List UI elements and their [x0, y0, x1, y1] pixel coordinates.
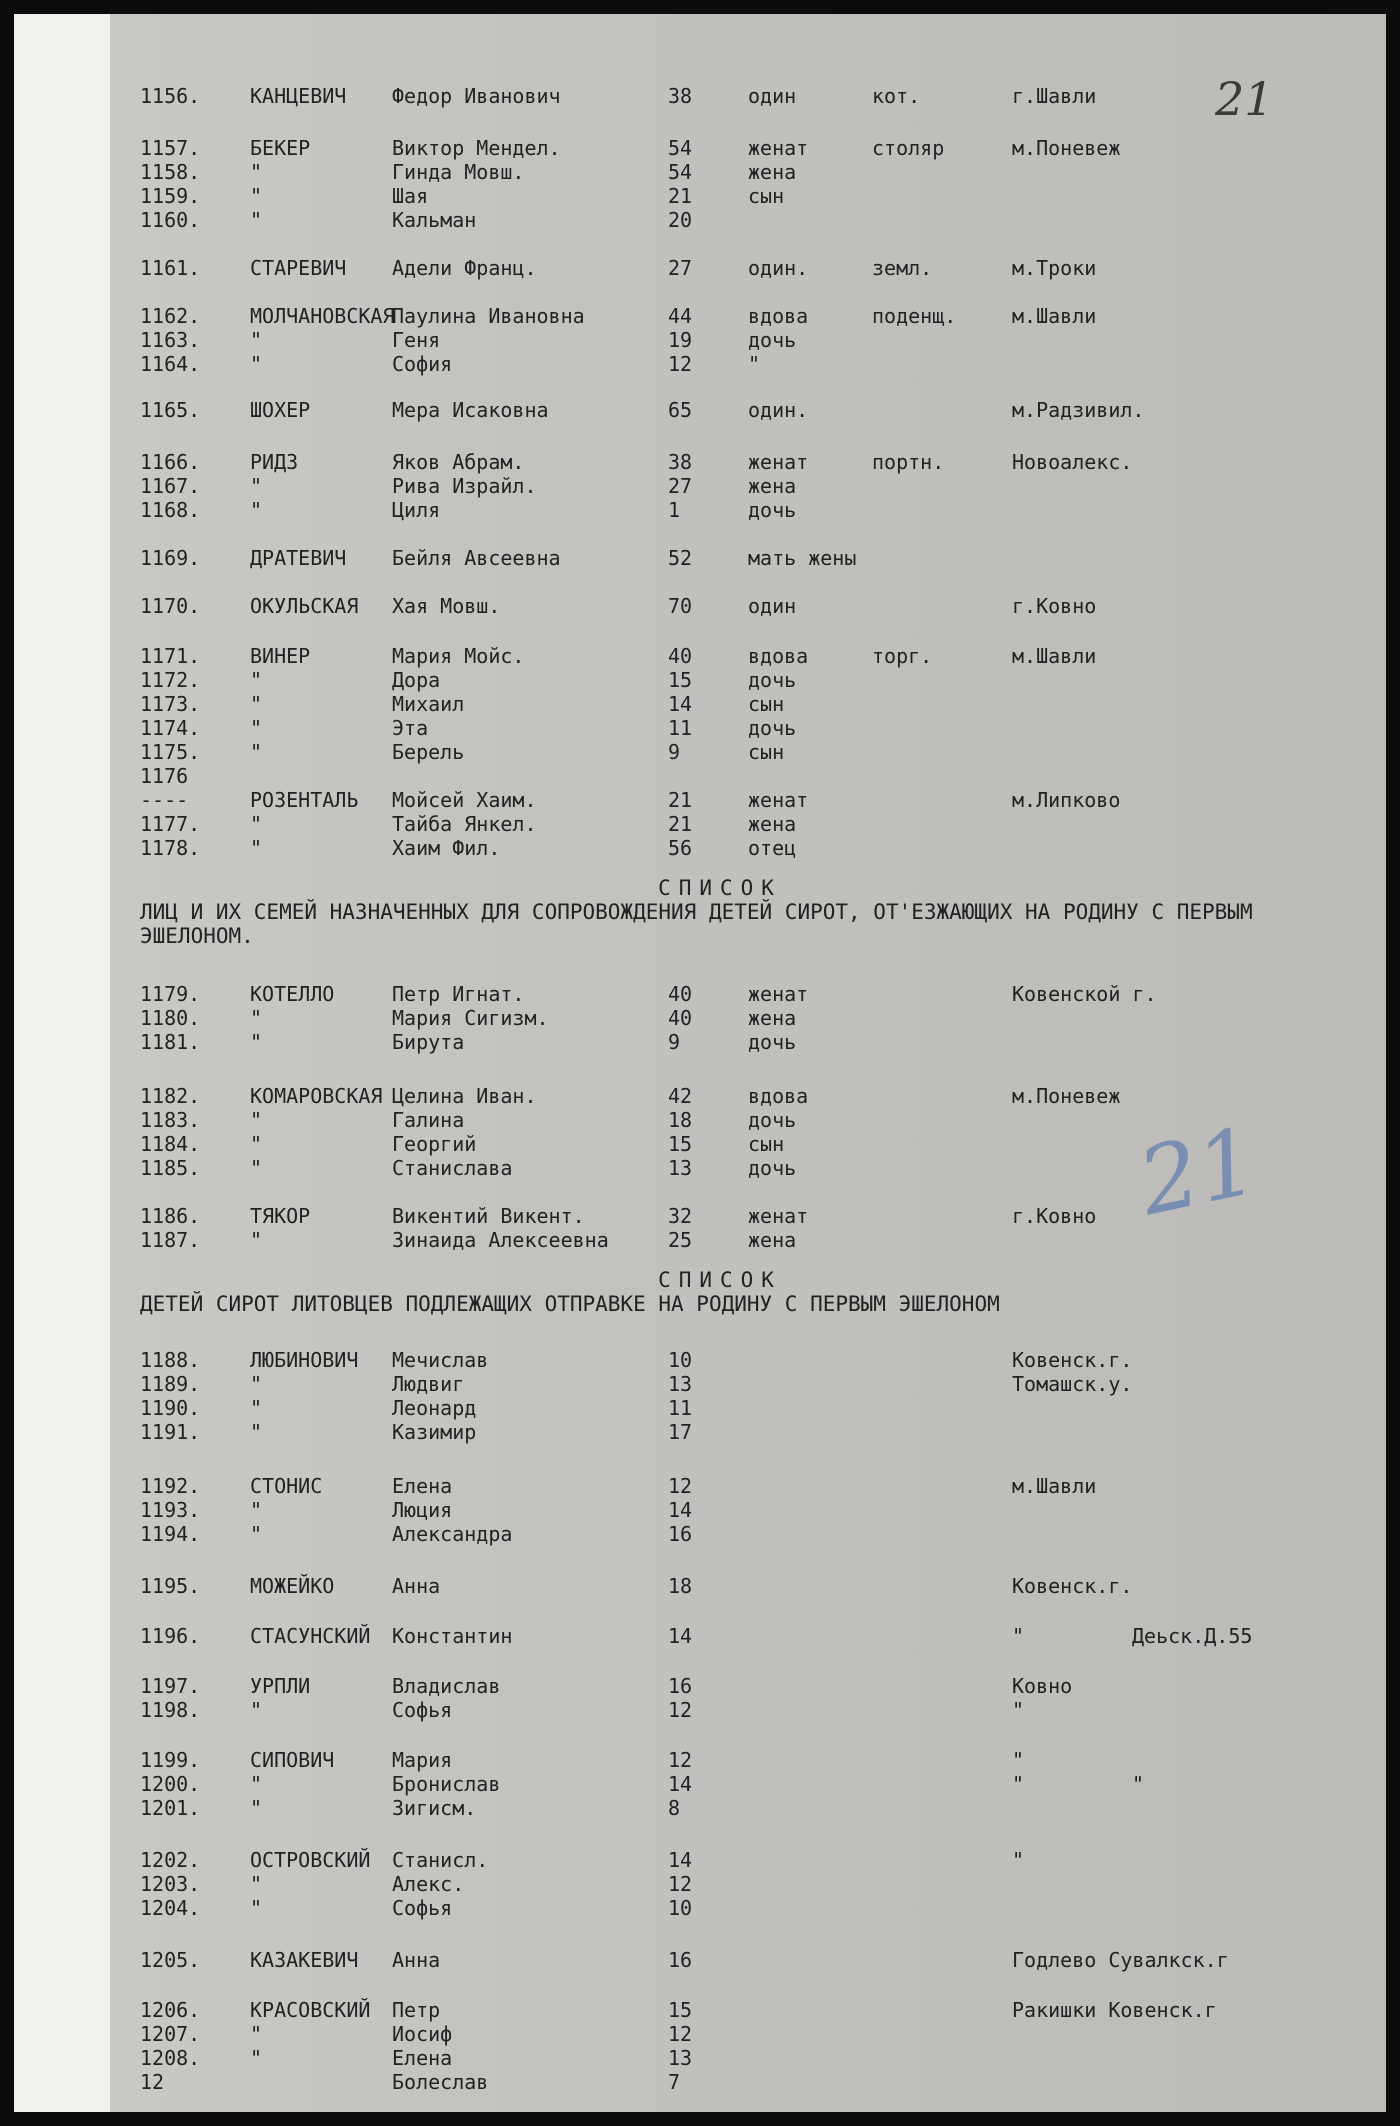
cell-place: Томашск.у.: [1012, 1372, 1133, 1396]
cell-relation: отец: [748, 836, 797, 860]
cell-age: 19: [668, 328, 693, 352]
cell-first-name: Мария Сигизм.: [392, 1006, 549, 1030]
cell-first-name: Мера Исаковна: [392, 398, 549, 422]
cell-surname: ": [250, 1132, 263, 1156]
cell-age: 20: [668, 208, 693, 232]
cell-first-name: Владислав: [392, 1674, 501, 1698]
cell-surname: ОКУЛЬСКАЯ: [250, 594, 359, 618]
cell-surname: МОЛЧАНОВСКАЯ: [250, 304, 395, 328]
cell-surname: ": [250, 1372, 263, 1396]
cell-first-name: Галина: [392, 1108, 465, 1132]
cell-age: 40: [668, 644, 693, 668]
cell-surname: ": [250, 1896, 263, 1920]
cell-first-name: Станислава: [392, 1156, 513, 1180]
cell-age: 14: [668, 1772, 693, 1796]
cell-surname: ": [250, 740, 263, 764]
cell-age: 16: [668, 1674, 693, 1698]
page-number-handwritten: 21: [1215, 72, 1274, 126]
cell-no: 1156.: [140, 84, 201, 108]
cell-no: 1200.: [140, 1772, 201, 1796]
cell-surname: СТАСУНСКИЙ: [250, 1624, 371, 1648]
cell-first-name: Иосиф: [392, 2022, 453, 2046]
section-2-title: СПИСОК: [658, 1268, 782, 1292]
cell-first-name: Шая: [392, 184, 429, 208]
cell-place: м.Шавли: [1012, 1474, 1097, 1498]
cell-place: ": [1012, 1772, 1025, 1796]
cell-place: ": [1012, 1698, 1025, 1722]
cell-first-name: Леонард: [392, 1396, 477, 1420]
cell-first-name: Александра: [392, 1522, 513, 1546]
cell-relation: один.: [748, 256, 809, 280]
cell-no: 1186.: [140, 1204, 201, 1228]
cell-first-name: Тайба Янкел.: [392, 812, 537, 836]
cell-place: м.Шавли: [1012, 644, 1097, 668]
cell-no: 1158.: [140, 160, 201, 184]
cell-occupation: столяр: [872, 136, 945, 160]
cell-age: 15: [668, 1998, 693, 2022]
cell-surname: ": [250, 1498, 263, 1522]
cell-age: 7: [668, 2070, 681, 2094]
cell-first-name: Люция: [392, 1498, 453, 1522]
cell-surname: ": [250, 836, 263, 860]
cell-no: 1168.: [140, 498, 201, 522]
cell-no: 1183.: [140, 1108, 201, 1132]
cell-relation: один: [748, 84, 797, 108]
cell-surname: ": [250, 2046, 263, 2070]
cell-no: 1203.: [140, 1872, 201, 1896]
cell-no: 1188.: [140, 1348, 201, 1372]
cell-no: 1185.: [140, 1156, 201, 1180]
cell-surname: СИПОВИЧ: [250, 1748, 335, 1772]
cell-age: 27: [668, 474, 693, 498]
cell-age: 10: [668, 1896, 693, 1920]
cell-relation: ": [748, 352, 761, 376]
cell-age: 11: [668, 716, 693, 740]
cell-no: ----: [140, 788, 189, 812]
cell-surname: БЕКЕР: [250, 136, 311, 160]
cell-relation: жена: [748, 1228, 797, 1252]
cell-no: 1178.: [140, 836, 201, 860]
cell-age: 9: [668, 1030, 681, 1054]
cell-first-name: Дора: [392, 668, 441, 692]
cell-first-name: Елена: [392, 2046, 453, 2070]
cell-no: 1205.: [140, 1948, 201, 1972]
cell-relation: дочь: [748, 328, 797, 352]
cell-place: ": [1012, 1624, 1025, 1648]
cell-place: м.Липково: [1012, 788, 1121, 812]
cell-first-name: Елена: [392, 1474, 453, 1498]
cell-age: 21: [668, 184, 693, 208]
cell-first-name: Бронислав: [392, 1772, 501, 1796]
cell-relation: мать жены: [748, 546, 857, 570]
cell-first-name: Эта: [392, 716, 429, 740]
cell-age: 12: [668, 1748, 693, 1772]
cell-age: 13: [668, 1156, 693, 1180]
cell-place: ": [1012, 1748, 1025, 1772]
cell-surname: КОТЕЛЛО: [250, 982, 335, 1006]
cell-surname: УРПЛИ: [250, 1674, 311, 1698]
cell-occupation: поденщ.: [872, 304, 957, 328]
cell-relation: дочь: [748, 716, 797, 740]
cell-age: 16: [668, 1948, 693, 1972]
cell-surname: ДРАТЕВИЧ: [250, 546, 347, 570]
cell-no: 1160.: [140, 208, 201, 232]
cell-age: 52: [668, 546, 693, 570]
cell-no: 1194.: [140, 1522, 201, 1546]
cell-relation: вдова: [748, 304, 809, 328]
cell-first-name: Геня: [392, 328, 441, 352]
cell-relation: жена: [748, 160, 797, 184]
cell-age: 40: [668, 1006, 693, 1030]
cell-age: 14: [668, 692, 693, 716]
cell-surname: ": [250, 716, 263, 740]
cell-age: 18: [668, 1108, 693, 1132]
cell-first-name: Петр: [392, 1998, 441, 2022]
cell-surname: ": [250, 692, 263, 716]
cell-age: 14: [668, 1624, 693, 1648]
cell-relation: женат: [748, 788, 809, 812]
cell-no: 1177.: [140, 812, 201, 836]
cell-surname: ": [250, 1522, 263, 1546]
cell-no: 1204.: [140, 1896, 201, 1920]
cell-first-name: Петр Игнат.: [392, 982, 525, 1006]
cell-relation: дочь: [748, 1156, 797, 1180]
section-2-subtitle: ДЕТЕЙ СИРОТ ЛИТОВЦЕВ ПОДЛЕЖАЩИХ ОТПРАВКЕ НА РОДИНУ С ПЕРВЫМ ЭШЕЛОНОМ: [140, 1292, 1000, 1316]
cell-surname: ": [250, 498, 263, 522]
cell-first-name: Мечислав: [392, 1348, 489, 1372]
cell-relation: женат: [748, 1204, 809, 1228]
cell-no: 1176: [140, 764, 189, 788]
cell-first-name: Бирута: [392, 1030, 465, 1054]
cell-occupation: торг.: [872, 644, 933, 668]
cell-relation: жена: [748, 812, 797, 836]
cell-age: 25: [668, 1228, 693, 1252]
cell-first-name: Алекс.: [392, 1872, 465, 1896]
cell-no: 1191.: [140, 1420, 201, 1444]
cell-surname: ": [250, 1772, 263, 1796]
cell-surname: ": [250, 208, 263, 232]
cell-occupation: кот.: [872, 84, 921, 108]
cell-age: 1: [668, 498, 681, 522]
cell-age: 8: [668, 1796, 681, 1820]
cell-extra: ": [1132, 1772, 1145, 1796]
cell-no: 1165.: [140, 398, 201, 422]
cell-surname: ": [250, 184, 263, 208]
cell-age: 12: [668, 1698, 693, 1722]
cell-no: 1163.: [140, 328, 201, 352]
cell-no: 1193.: [140, 1498, 201, 1522]
cell-first-name: Болеслав: [392, 2070, 489, 2094]
cell-place: Ковенск.г.: [1012, 1574, 1133, 1598]
cell-first-name: Зигисм.: [392, 1796, 477, 1820]
cell-surname: ": [250, 1156, 263, 1180]
cell-place: м.Поневеж: [1012, 1084, 1121, 1108]
cell-first-name: Бейля Авсеевна: [392, 546, 561, 570]
cell-first-name: Кальман: [392, 208, 477, 232]
cell-surname: СТАРЕВИЧ: [250, 256, 347, 280]
cell-age: 12: [668, 1474, 693, 1498]
cell-place: г.Ковно: [1012, 1204, 1097, 1228]
cell-first-name: Викентий Викент.: [392, 1204, 585, 1228]
cell-no: 1184.: [140, 1132, 201, 1156]
cell-first-name: Адели Франц.: [392, 256, 537, 280]
cell-first-name: Яков Абрам.: [392, 450, 525, 474]
cell-age: 12: [668, 2022, 693, 2046]
cell-first-name: Мария Мойс.: [392, 644, 525, 668]
cell-first-name: Константин: [392, 1624, 513, 1648]
cell-place: Новоалекс.: [1012, 450, 1133, 474]
cell-no: 1167.: [140, 474, 201, 498]
cell-age: 21: [668, 812, 693, 836]
cell-surname: ": [250, 2022, 263, 2046]
cell-age: 14: [668, 1498, 693, 1522]
cell-no: 1201.: [140, 1796, 201, 1820]
cell-first-name: Михаил: [392, 692, 465, 716]
cell-first-name: Федор Иванович: [392, 84, 561, 108]
cell-no: 1169.: [140, 546, 201, 570]
cell-place: Ковенск.г.: [1012, 1348, 1133, 1372]
cell-no: 1187.: [140, 1228, 201, 1252]
cell-first-name: София: [392, 352, 453, 376]
cell-surname: ЛЮБИНОВИЧ: [250, 1348, 359, 1372]
cell-surname: ": [250, 1698, 263, 1722]
cell-first-name: Хаим Фил.: [392, 836, 501, 860]
cell-age: 70: [668, 594, 693, 618]
cell-age: 13: [668, 1372, 693, 1396]
cell-no: 1162.: [140, 304, 201, 328]
cell-surname: ТЯКОР: [250, 1204, 311, 1228]
cell-no: 1207.: [140, 2022, 201, 2046]
cell-first-name: Циля: [392, 498, 441, 522]
cell-no: 1172.: [140, 668, 201, 692]
cell-first-name: Гинда Мовш.: [392, 160, 525, 184]
cell-age: 10: [668, 1348, 693, 1372]
cell-age: 18: [668, 1574, 693, 1598]
cell-surname: КАНЦЕВИЧ: [250, 84, 347, 108]
cell-surname: ": [250, 328, 263, 352]
cell-place: Ковенской г.: [1012, 982, 1157, 1006]
cell-place: м.Радзивил.: [1012, 398, 1145, 422]
cell-surname: КАЗАКЕВИЧ: [250, 1948, 359, 1972]
cell-first-name: Анна: [392, 1574, 441, 1598]
cell-first-name: Хая Мовш.: [392, 594, 501, 618]
cell-age: 11: [668, 1396, 693, 1420]
cell-surname: ": [250, 1796, 263, 1820]
cell-place: г.Ковно: [1012, 594, 1097, 618]
cell-age: 56: [668, 836, 693, 860]
cell-no: 1202.: [140, 1848, 201, 1872]
cell-age: 13: [668, 2046, 693, 2070]
cell-no: 1170.: [140, 594, 201, 618]
cell-surname: ": [250, 1228, 263, 1252]
cell-age: 16: [668, 1522, 693, 1546]
cell-surname: ": [250, 1030, 263, 1054]
cell-age: 32: [668, 1204, 693, 1228]
cell-no: 1175.: [140, 740, 201, 764]
cell-place: м.Троки: [1012, 256, 1097, 280]
cell-first-name: Анна: [392, 1948, 441, 1972]
cell-age: 27: [668, 256, 693, 280]
cell-first-name: Берель: [392, 740, 465, 764]
cell-surname: РИДЗ: [250, 450, 299, 474]
cell-age: 44: [668, 304, 693, 328]
cell-surname: ": [250, 474, 263, 498]
cell-no: 1179.: [140, 982, 201, 1006]
cell-no: 1195.: [140, 1574, 201, 1598]
cell-surname: КОМАРОВСКАЯ: [250, 1084, 383, 1108]
cell-surname: ": [250, 812, 263, 836]
cell-no: 1189.: [140, 1372, 201, 1396]
cell-first-name: Георгий: [392, 1132, 477, 1156]
cell-surname: ШОХЕР: [250, 398, 311, 422]
cell-surname: КРАСОВСКИЙ: [250, 1998, 371, 2022]
cell-surname: МОЖЕЙКО: [250, 1574, 335, 1598]
cell-relation: сын: [748, 692, 785, 716]
cell-age: 54: [668, 136, 693, 160]
cell-no: 1171.: [140, 644, 201, 668]
cell-no: 1181.: [140, 1030, 201, 1054]
cell-no: 1208.: [140, 2046, 201, 2070]
cell-relation: дочь: [748, 498, 797, 522]
cell-first-name: Рива Израйл.: [392, 474, 537, 498]
cell-first-name: Паулина Ивановна: [392, 304, 585, 328]
cell-first-name: Людвиг: [392, 1372, 465, 1396]
cell-relation: женат: [748, 450, 809, 474]
cell-surname: ": [250, 1420, 263, 1444]
cell-place: Ракишки Ковенск.г: [1012, 1998, 1217, 2022]
cell-no: 1159.: [140, 184, 201, 208]
cell-no: 1206.: [140, 1998, 201, 2022]
cell-age: 15: [668, 668, 693, 692]
cell-place: Ковно: [1012, 1674, 1073, 1698]
cell-relation: дочь: [748, 1108, 797, 1132]
cell-no: 1174.: [140, 716, 201, 740]
cell-occupation: земл.: [872, 256, 933, 280]
cell-no: 1166.: [140, 450, 201, 474]
cell-first-name: Зинаида Алексеевна: [392, 1228, 609, 1252]
cell-no: 1192.: [140, 1474, 201, 1498]
cell-age: 12: [668, 352, 693, 376]
cell-first-name: Мария: [392, 1748, 453, 1772]
cell-age: 15: [668, 1132, 693, 1156]
cell-surname: ": [250, 1108, 263, 1132]
cell-relation: жена: [748, 474, 797, 498]
cell-age: 17: [668, 1420, 693, 1444]
cell-place: Годлево Сувалкск.г: [1012, 1948, 1229, 1972]
cell-surname: ОСТРОВСКИЙ: [250, 1848, 371, 1872]
cell-place: ": [1012, 1848, 1025, 1872]
cell-age: 65: [668, 398, 693, 422]
cell-surname: ": [250, 1872, 263, 1896]
cell-no: 12: [140, 2070, 165, 2094]
cell-extra: Деьск.Д.55: [1132, 1624, 1253, 1648]
section-1-subtitle: ЛИЦ И ИХ СЕМЕЙ НАЗНАЧЕННЫХ ДЛЯ СОПРОВОЖДЕНИЯ ДЕТЕЙ СИРОТ, ОТ'ЕЗЖАЮЩИХ НА РОДИНУ С ПЕРВЫМ ЭШЕЛОНОМ.: [140, 900, 1253, 948]
cell-surname: ВИНЕР: [250, 644, 311, 668]
cell-first-name: Мойсей Хаим.: [392, 788, 537, 812]
cell-no: 1196.: [140, 1624, 201, 1648]
cell-surname: РОЗЕНТАЛЬ: [250, 788, 359, 812]
handwritten-blue-mark: 21: [1130, 1107, 1267, 1237]
cell-relation: женат: [748, 982, 809, 1006]
cell-relation: один.: [748, 398, 809, 422]
cell-age: 42: [668, 1084, 693, 1108]
cell-no: 1198.: [140, 1698, 201, 1722]
cell-relation: женат: [748, 136, 809, 160]
cell-place: г.Шавли: [1012, 84, 1097, 108]
cell-relation: дочь: [748, 1030, 797, 1054]
cell-age: 54: [668, 160, 693, 184]
cell-surname: СТОНИС: [250, 1474, 323, 1498]
cell-age: 14: [668, 1848, 693, 1872]
cell-first-name: Виктор Мендел.: [392, 136, 561, 160]
cell-place: м.Поневеж: [1012, 136, 1121, 160]
cell-no: 1157.: [140, 136, 201, 160]
cell-relation: вдова: [748, 644, 809, 668]
cell-place: м.Шавли: [1012, 304, 1097, 328]
cell-surname: ": [250, 1006, 263, 1030]
cell-relation: дочь: [748, 668, 797, 692]
cell-surname: ": [250, 352, 263, 376]
cell-surname: ": [250, 1396, 263, 1420]
cell-first-name: Целина Иван.: [392, 1084, 537, 1108]
section-1-title: СПИСОК: [658, 876, 782, 900]
cell-age: 21: [668, 788, 693, 812]
cell-relation: сын: [748, 184, 785, 208]
cell-age: 12: [668, 1872, 693, 1896]
cell-relation: сын: [748, 1132, 785, 1156]
cell-relation: вдова: [748, 1084, 809, 1108]
cell-first-name: Софья: [392, 1896, 453, 1920]
cell-no: 1197.: [140, 1674, 201, 1698]
cell-surname: ": [250, 668, 263, 692]
cell-age: 40: [668, 982, 693, 1006]
cell-first-name: Казимир: [392, 1420, 477, 1444]
cell-no: 1161.: [140, 256, 201, 280]
cell-relation: жена: [748, 1006, 797, 1030]
cell-no: 1164.: [140, 352, 201, 376]
cell-no: 1180.: [140, 1006, 201, 1030]
cell-age: 38: [668, 84, 693, 108]
cell-surname: ": [250, 160, 263, 184]
cell-first-name: Станисл.: [392, 1848, 489, 1872]
cell-age: 9: [668, 740, 681, 764]
cell-no: 1173.: [140, 692, 201, 716]
cell-relation: сын: [748, 740, 785, 764]
cell-no: 1182.: [140, 1084, 201, 1108]
cell-age: 38: [668, 450, 693, 474]
cell-relation: один: [748, 594, 797, 618]
cell-no: 1199.: [140, 1748, 201, 1772]
cell-occupation: портн.: [872, 450, 945, 474]
cell-no: 1190.: [140, 1396, 201, 1420]
cell-first-name: Софья: [392, 1698, 453, 1722]
